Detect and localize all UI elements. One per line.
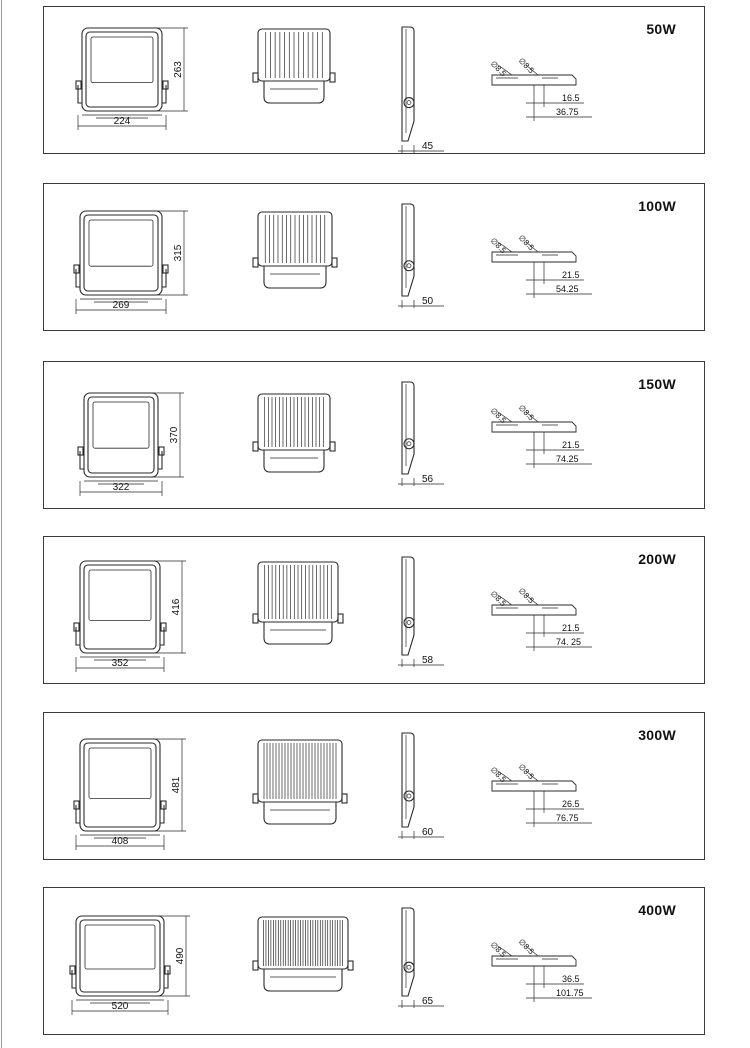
width-value: 352 xyxy=(111,658,129,669)
side-view xyxy=(398,908,444,1008)
side-housing xyxy=(402,733,414,827)
front-bezel xyxy=(80,920,160,992)
drawing-canvas xyxy=(44,184,706,332)
spec-panel-50w xyxy=(43,6,705,154)
back-bracket-knob-right xyxy=(338,614,343,623)
width-value: 322 xyxy=(112,482,130,493)
side-view xyxy=(398,733,444,839)
wattage-label: 100W xyxy=(638,198,676,214)
wattage-label: 50W xyxy=(646,21,676,37)
front-lens xyxy=(85,925,155,969)
back-bracket xyxy=(264,81,324,103)
width-value: 520 xyxy=(111,1001,129,1012)
heatsink-fins xyxy=(266,32,323,78)
front-lens xyxy=(93,402,149,448)
depth-dimension-lines xyxy=(398,831,444,839)
front-bracket-arms xyxy=(76,627,164,645)
front-housing xyxy=(80,739,160,831)
offset-value-1: 26.5 xyxy=(562,799,580,809)
back-bracket xyxy=(264,266,326,288)
front-bracket-arms xyxy=(76,805,164,823)
depth-dimension-lines xyxy=(398,478,444,486)
bracket-plate xyxy=(492,781,576,791)
front-view xyxy=(76,28,168,118)
depth-value: 50 xyxy=(422,296,434,307)
front-view xyxy=(74,561,166,660)
hole-label-b: ∅8.5 xyxy=(516,586,536,606)
front-view xyxy=(74,211,168,302)
offset-value-2: 36.75 xyxy=(556,107,579,117)
back-bracket-knob-left xyxy=(253,442,258,451)
bracket-plate xyxy=(492,956,576,966)
offset-value-2: 74.25 xyxy=(556,454,579,464)
offset-value-1: 21.5 xyxy=(562,623,580,633)
front-view xyxy=(74,739,166,838)
depth-dimension-lines xyxy=(398,300,444,308)
back-bracket xyxy=(264,622,332,644)
heatsink-fins xyxy=(264,743,336,799)
back-bracket-knob-right xyxy=(332,258,337,267)
depth-dimension-lines xyxy=(398,659,444,667)
back-bracket-knob-left xyxy=(253,73,258,82)
hole-label-a: ∅8.5 xyxy=(488,589,508,609)
back-bracket-knob-left xyxy=(253,961,258,970)
side-pivot-center xyxy=(407,264,411,268)
back-bracket-knob-left xyxy=(253,614,258,623)
depth-value: 58 xyxy=(422,655,434,666)
side-pivot-knob xyxy=(404,439,414,449)
side-housing xyxy=(402,204,414,296)
front-bezel xyxy=(86,32,158,107)
wattage-label: 400W xyxy=(638,902,676,918)
front-view xyxy=(70,916,170,1003)
front-bezel xyxy=(84,215,158,291)
back-bracket-knob-right xyxy=(342,794,347,803)
offset-value-2: 74. 25 xyxy=(556,637,582,647)
depth-dimension-lines xyxy=(398,1000,444,1008)
offset-value-1: 36.5 xyxy=(562,974,580,984)
side-pivot-center xyxy=(407,794,411,798)
hole-label-b: ∅8.5 xyxy=(516,762,536,782)
side-housing xyxy=(402,27,414,141)
side-pivot-knob xyxy=(404,962,414,972)
front-bracket-arms xyxy=(72,970,168,988)
back-bracket-knob-right xyxy=(330,73,335,82)
offset-value-1: 21.5 xyxy=(562,440,580,450)
side-pivot-center xyxy=(407,965,411,969)
side-view xyxy=(398,557,444,667)
wattage-label: 200W xyxy=(638,551,676,567)
back-bracket xyxy=(264,802,336,824)
drawing-canvas xyxy=(44,362,706,510)
front-housing xyxy=(82,28,162,111)
bracket-plate xyxy=(492,252,576,262)
drawing-canvas xyxy=(44,713,706,861)
width-value: 408 xyxy=(111,836,129,847)
offset-value-1: 16.5 xyxy=(562,93,580,103)
front-bezel xyxy=(84,743,156,827)
page-left-rule xyxy=(1,0,2,1048)
height-value: 416 xyxy=(171,598,182,616)
height-value: 370 xyxy=(169,426,180,444)
offset-value-2: 101.75 xyxy=(556,988,584,998)
hole-label-b: ∅8.5 xyxy=(516,233,536,253)
front-housing xyxy=(84,393,158,477)
drawing-canvas xyxy=(44,888,706,1036)
hole-label-b: ∅8.5 xyxy=(516,56,536,76)
spec-panel-400w xyxy=(43,887,705,1035)
drawing-canvas xyxy=(44,537,706,685)
spec-panel-100w xyxy=(43,183,705,331)
side-pivot-knob xyxy=(404,791,414,801)
wattage-label: 150W xyxy=(638,376,676,392)
back-view xyxy=(253,562,343,644)
hole-label-a: ∅8.5 xyxy=(488,765,508,785)
back-view xyxy=(253,29,335,103)
depth-value: 45 xyxy=(422,141,434,152)
front-bezel xyxy=(88,397,154,473)
side-pivot-center xyxy=(407,442,411,446)
back-view xyxy=(253,917,353,991)
height-value: 490 xyxy=(175,947,186,965)
heatsink-fins xyxy=(265,215,325,263)
back-bracket-knob-right xyxy=(348,961,353,970)
front-bracket-arms xyxy=(78,85,166,103)
back-bracket-knob-right xyxy=(330,442,335,451)
depth-value: 65 xyxy=(422,996,434,1007)
side-pivot-center xyxy=(407,101,411,105)
heatsink-fins xyxy=(263,920,342,966)
heatsink-fins xyxy=(265,565,332,619)
height-value: 315 xyxy=(173,244,184,262)
side-pivot-knob xyxy=(404,618,414,628)
hole-label-a: ∅8.5 xyxy=(488,406,508,426)
front-lens xyxy=(89,220,153,266)
back-bracket xyxy=(264,450,324,472)
back-bracket xyxy=(264,969,342,991)
hole-label-a: ∅8.5 xyxy=(488,940,508,960)
depth-dimension-lines xyxy=(398,145,444,153)
front-lens xyxy=(89,748,151,799)
heatsink-fins xyxy=(265,397,324,447)
offset-value-1: 21.5 xyxy=(562,270,580,280)
back-view xyxy=(253,740,347,824)
spec-panel-300w xyxy=(43,712,705,860)
height-value: 481 xyxy=(171,776,182,794)
width-value: 224 xyxy=(113,116,131,127)
front-bracket-arms xyxy=(76,269,166,287)
width-value: 269 xyxy=(112,300,130,311)
hole-label-b: ∅8.5 xyxy=(516,937,536,957)
spec-panel-200w xyxy=(43,536,705,684)
front-housing xyxy=(80,561,160,653)
back-bracket-knob-left xyxy=(253,794,258,803)
side-view xyxy=(398,382,444,486)
front-view xyxy=(78,393,164,484)
front-lens xyxy=(91,37,153,83)
side-housing xyxy=(402,557,414,655)
side-view xyxy=(398,27,444,153)
hole-label-a: ∅8.5 xyxy=(488,236,508,256)
bracket-plate xyxy=(492,605,576,615)
hole-label-a: ∅8.5 xyxy=(488,59,508,79)
offset-value-2: 76.75 xyxy=(556,813,579,823)
front-lens xyxy=(89,570,151,621)
bracket-plate xyxy=(492,75,576,85)
side-housing xyxy=(402,908,414,996)
wattage-label: 300W xyxy=(638,727,676,743)
hole-label-b: ∅8.5 xyxy=(516,403,536,423)
drawing-canvas xyxy=(44,7,706,155)
back-bracket-knob-left xyxy=(253,258,258,267)
front-housing xyxy=(76,916,164,996)
front-bezel xyxy=(84,565,156,649)
side-housing xyxy=(402,382,414,474)
offset-value-2: 54.25 xyxy=(556,284,579,294)
height-value: 263 xyxy=(173,61,184,78)
front-housing xyxy=(80,211,162,295)
depth-value: 56 xyxy=(422,474,434,485)
side-pivot-knob xyxy=(404,98,414,108)
side-pivot-center xyxy=(407,621,411,625)
side-pivot-knob xyxy=(404,261,414,271)
side-view xyxy=(398,204,444,308)
back-view xyxy=(253,212,337,288)
front-bracket-arms xyxy=(80,451,162,469)
bracket-plate xyxy=(492,422,576,432)
spec-panel-150w xyxy=(43,361,705,509)
depth-value: 60 xyxy=(422,827,434,838)
back-view xyxy=(253,394,335,472)
